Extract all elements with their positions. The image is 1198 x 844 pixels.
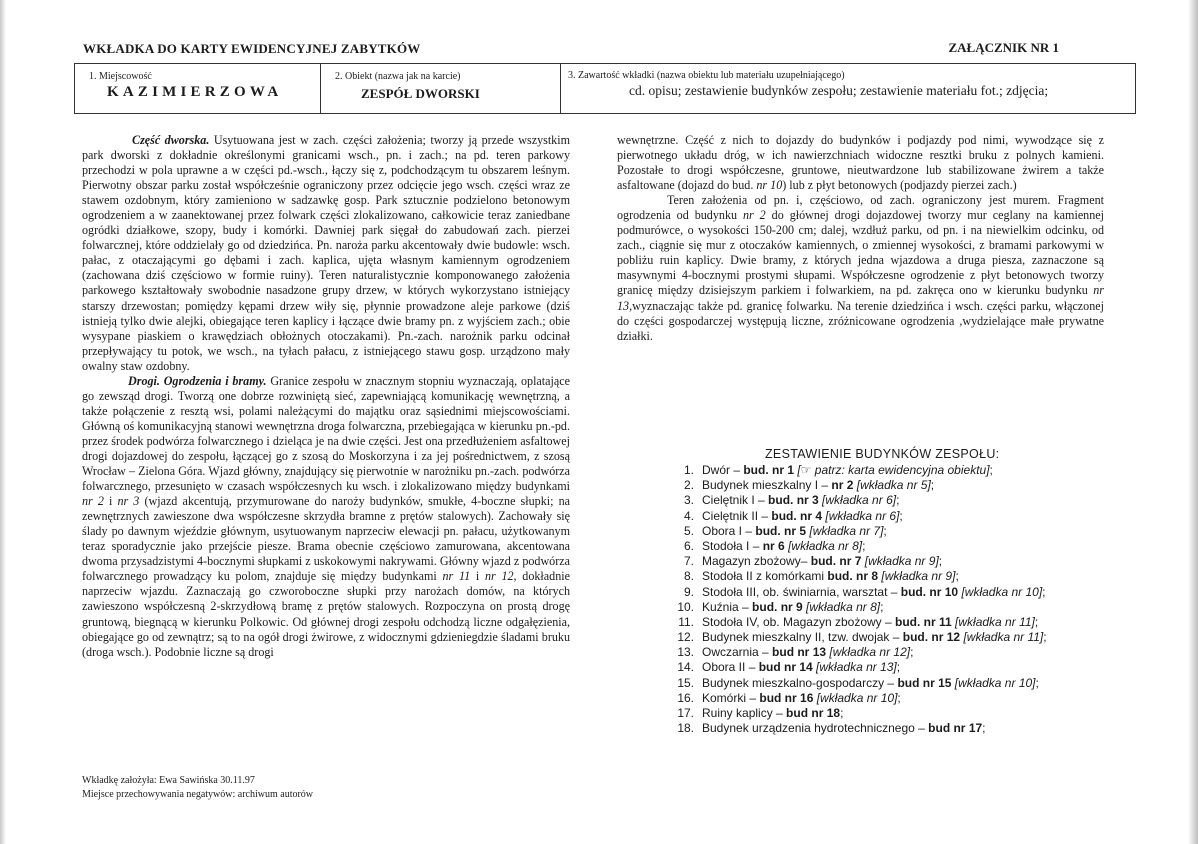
building-note: [wkładka nr 10] xyxy=(958,584,1043,599)
building-end: ; xyxy=(899,508,903,523)
building-item xyxy=(660,600,1047,615)
building-name: Budynek mieszkalny II, tzw. dwojak – xyxy=(702,630,903,645)
building-name: Stodoła IV, ob. Magazyn zbożowy – xyxy=(702,614,896,629)
building-end: ; xyxy=(910,645,914,660)
building-note: [wkładka nr 11] xyxy=(960,630,1044,645)
ref-nr3: nr 3 xyxy=(117,494,140,509)
footer-storage: Miejsce przechowywania negatywów: archiwum autorów xyxy=(82,788,314,800)
roads-text-c: , dokładnie naprzeciw wjazdu. Zaznaczają go czworoboczne słupki przy narożach domów, na których zawieszono współczesną 2-skrzydłową bramę z prętów stalowych. Rozpoczyna on prostą drogę gruntową, biegnącą w kierunku Polkowic. Od głównej drogi zespołu odchodzą liczne odgałęzienia, obiegające go od zewnątrz; są to na ogół drogi żwirowe, z widocznymi gdzieniegdzie śladami bruku (droga wsch.). Podobnie liczne są drogi xyxy=(82,569,570,659)
building-ref: bud. nr 9 xyxy=(752,599,803,614)
building-note: [wkładka nr 9] xyxy=(878,569,956,584)
form-fields-box xyxy=(74,63,1136,114)
building-name: Komórki – xyxy=(702,690,760,705)
building-number: 4. xyxy=(683,508,694,523)
building-item xyxy=(660,630,1047,645)
building-item xyxy=(660,554,1047,569)
buildings-list xyxy=(660,463,1047,736)
building-name: Stodoła I – xyxy=(702,538,763,553)
building-note: [wkładka nr 5] xyxy=(853,478,931,493)
building-end: ; xyxy=(982,721,986,736)
building-note: [wkładka nr 6] xyxy=(822,508,900,523)
building-end: ; xyxy=(1035,675,1039,690)
building-note: [wkładka nr 9] xyxy=(861,554,939,569)
ref-wall-nr2: nr 2 xyxy=(742,208,766,223)
building-name: Cielętnik I – xyxy=(702,493,769,508)
left-column xyxy=(82,133,570,660)
building-number: 8. xyxy=(683,569,694,584)
building-number: 14. xyxy=(677,660,694,675)
paragraph-manor-part xyxy=(82,133,570,374)
ref-nr11: nr 11 xyxy=(442,569,471,584)
building-number: 3. xyxy=(683,493,694,508)
scan-edge-right xyxy=(1188,0,1198,844)
content-value: cd. opisu; zestawienie budynków zespołu; zestawienie materiału fot.; zdjęcia; xyxy=(629,83,1049,98)
form-title: WKŁADKA DO KARTY EWIDENCYJNEJ ZABYTKÓW xyxy=(83,41,421,56)
place-value: KAZIMIERZOWA xyxy=(107,84,283,100)
building-note: [☞ patrz: karta ewidencyjna obiektu] xyxy=(794,463,990,477)
right-column xyxy=(617,133,1104,344)
building-item xyxy=(660,524,1047,539)
building-end: ; xyxy=(897,690,901,705)
building-item xyxy=(660,463,1047,478)
building-end: ; xyxy=(896,493,900,508)
content-cell xyxy=(561,64,1135,113)
roads-and-2: i xyxy=(470,569,485,584)
roads-text-a: Granice zespołu w znacznym stopniu wyznaczają, oplatające go zewsząd drogi. Tworzą one dobrze rozwiniętą sieć, zapewniającą komunikację wewnętrzną, a także połączenie z resztą wsi, polami należącymi do majątku oraz sąsiednimi miejscowościami. Główną oś komunikacyjną stanowi wewnętrzna droga folwarczna, przebiegająca w kierunku pn.-pd. przez środek podwórza folwarcznego i dzieląca je na dwie części. Jest ona przedłużeniem asfaltowej drogi dojazdowej do zespołu, łączącej go z szosą do Moskorzyna i za jej pośrednictwem, z szosą Wrocław – Zielona Góra. Wjazd główny, znajdujący się pierwotnie w narożniku pn.-zach. podwórza folwarcznego, przesunięto w czasach współczesnych ku wsch. i zlokalizowano między budynkami xyxy=(82,373,570,494)
building-end: ; xyxy=(840,706,844,720)
building-item xyxy=(660,676,1047,691)
building-note: [wkładka nr 6] xyxy=(818,493,897,508)
building-ref: bud nr 14 xyxy=(758,660,813,675)
building-ref: bud nr 18 xyxy=(786,706,841,720)
building-note: [wkładka nr 12] xyxy=(826,645,911,660)
ref-nr12: nr 12 xyxy=(484,569,514,584)
building-ref: nr 2 xyxy=(831,478,854,493)
building-number: 7. xyxy=(683,554,694,569)
building-number: 1. xyxy=(683,463,694,477)
building-end: ; xyxy=(938,554,943,569)
building-name: Owczarnia – xyxy=(702,645,773,660)
building-item xyxy=(660,721,1047,736)
building-number: 18. xyxy=(677,721,694,736)
paragraph-roads xyxy=(82,374,570,660)
building-item xyxy=(660,569,1047,584)
buildings-list-title: ZESTAWIENIE BUDYNKÓW ZESPOŁU: xyxy=(765,447,1000,461)
place-cell xyxy=(75,64,321,113)
building-note: [wkładka nr 13] xyxy=(812,660,897,675)
building-ref: bud nr 16 xyxy=(759,690,814,705)
building-item xyxy=(660,660,1047,675)
building-end: ; xyxy=(930,478,935,493)
object-label: 2. Obiekt (nazwa jak na karcie) xyxy=(335,71,461,82)
building-ref: bud. nr 5 xyxy=(755,523,807,538)
building-item xyxy=(660,645,1047,660)
building-number: 2. xyxy=(683,478,694,493)
building-end: ; xyxy=(1043,630,1047,645)
building-number: 5. xyxy=(683,523,694,538)
building-item xyxy=(660,706,1047,721)
building-ref: nr 6 xyxy=(762,538,785,553)
building-name: Stodoła II z komórkami xyxy=(702,569,828,584)
building-ref: bud. nr 12 xyxy=(902,630,961,645)
building-number: 16. xyxy=(677,690,694,705)
building-number: 17. xyxy=(677,706,694,720)
ref-nr2: nr 2 xyxy=(82,494,104,509)
ref-nr10: nr 10 xyxy=(756,178,783,193)
building-ref: bud. nr 11 xyxy=(895,614,952,629)
paragraph-walls xyxy=(617,193,1104,343)
building-item xyxy=(660,585,1047,600)
building-number: 10. xyxy=(677,599,694,614)
internal-roads-b: ) lub z płyt betonowych (podjazdy pierzei zach.) xyxy=(782,178,1017,193)
building-item xyxy=(660,691,1047,706)
building-ref: bud. nr 8 xyxy=(827,569,879,584)
object-cell xyxy=(321,64,561,113)
building-name: Cielętnik II – xyxy=(702,508,772,523)
building-name: Magazyn zbożowy– xyxy=(702,554,811,569)
building-item xyxy=(660,615,1047,630)
ref-nr13: nr 13 xyxy=(617,283,1104,313)
building-note: [wkładka nr 10] xyxy=(951,675,1036,690)
building-name: Budynek mieszkalno-gospodarczy – xyxy=(702,675,898,690)
building-number: 11. xyxy=(678,614,694,629)
building-ref: bud. nr 1 xyxy=(743,463,795,477)
building-ref: bud. nr 4 xyxy=(771,508,823,523)
roads-text-b: (wjazd akcentują, przymurowane do naroży budynków, smukłe, 4-boczne słupki; na zewnętrznych zawieszone dwa współczesne skrzydła bramne z prętów stalowych). Zachowały się ślady po dawnym wjeździe głównym, usytuowanym naprzeciw elewacji pn. pałacu, użytkowanym teraz sporadycznie jako przejście piesze. Brama obecnie częściowo zamurowana, akcentowana dwoma przysadzistymi 4-bocznymi słupkami z uskokowymi nakrywami. Główny wjazd z podwórza folwarcznego prowadzący ku polom, znajduje się między budynkami xyxy=(82,494,570,584)
scan-edge-left xyxy=(0,0,6,844)
building-name: Budynek mieszkalny I – xyxy=(702,478,832,493)
building-item xyxy=(660,509,1047,524)
building-item xyxy=(660,493,1047,508)
building-note: [wkładka nr 10] xyxy=(813,690,898,705)
object-value: ZESPÓŁ DWORSKI xyxy=(361,86,480,101)
manor-part-text: Usytuowana jest w zach. części założenia; tworzy ją przede wszystkim park dworski z dokładnie określonymi granicami wsch., pn. i zach.; na pd. teren parkowy przechodzi w pola uprawne a w części pd.-wsch., łączy się z, podchodzącym tu obszarem leśnym. Pierwotny obszar parku został współcześnie ograniczony przez odcięcie jego wsch. części wraz ze stawem ozdobnym, który zamieniono w sadzawkę gosp. Park sztucznie podzielono betonowym ogrodzeniem a w zaanektowanej przez folwark części zlokalizowano, całkowicie teraz zaniedbane ogródki działkowe, szopy, budy i komórki. Dawniej park sięgał do zabudowań zach. pierzei folwarcznej, które oddzielały go od dziedzińca. Pn. naroża parku akcentowały dwie budowle: wsch. pałac, z otaczającymi go dębami i zach. kaplica, ujęta własnym kamiennym ogrodzeniem (zachowana dziś częściowo w formie ruiny). Teren naturalistycznie komponowanego założenia parkowego kształtowały swobodnie nasadzone grupy drzew, w których wykorzystano istniejący starszy drzewostan; pomiędzy kępami drzew wiły się, płynnie prowadzone aleje parkowe (dziś istnieją tylko dwie alejki, obiegające teren kaplicy i łączące dwie bramy pn. z wyjściem zach.; obie wysypane piaskiem o krawędziach obłożnych otoczakami). Pn.-zach. narożnik parku odcinał przepływający tu potok, we wsch., na tyłach pałacu, z istniejącego stawu gosp. urządzono mały owalny staw ozdobny. xyxy=(82,133,570,373)
building-end: ; xyxy=(955,569,959,584)
building-item xyxy=(660,478,1047,493)
building-ref: bud. nr 7 xyxy=(810,554,862,569)
internal-roads-a: wewnętrzne. Część z nich to dojazdy do budynków i podjazdy pod nimi, wywodzące się z pierwotnego układu dróg, w ich nawierzchniach widoczne resztki bruku z polnych kamieni. Pozostałe to drogi współczesne, gruntowe, nieutwardzone lub stabilizowane żwirem a także asfaltowane (dojazd do bud. xyxy=(617,133,1104,193)
paragraph-internal-roads xyxy=(617,133,1104,193)
building-number: 15. xyxy=(677,675,694,690)
building-ref: bud nr 17 xyxy=(928,721,983,736)
content-label: 3. Zawartość wkładki (nazwa obiektu lub materiału uzupełniającego) xyxy=(568,70,845,81)
building-end: ; xyxy=(883,523,887,538)
building-name: Obora I – xyxy=(702,523,756,538)
walls-c: ,wyznaczając także pd. granicę folwarku. Na terenie dziedzińca i wsch. części parku, włączonej do części gospodarczej występują liczne, zróżnicowane ogrodzenia ,wydzielające małe prywatne działki. xyxy=(617,298,1104,343)
building-note: [wkładka nr 8] xyxy=(802,599,881,614)
building-note: [wkładka nr 8] xyxy=(784,538,863,553)
building-item xyxy=(660,539,1047,554)
building-ref: bud nr 15 xyxy=(897,675,952,690)
building-name: Ruiny kaplicy – xyxy=(702,706,787,720)
building-end: ; xyxy=(862,538,866,553)
building-end: ; xyxy=(1042,584,1046,599)
building-number: 12. xyxy=(677,630,694,645)
building-note: [wkładka nr 11] xyxy=(951,614,1035,629)
building-ref: bud nr 13 xyxy=(772,645,827,660)
building-name: Kuźnia – xyxy=(702,599,753,614)
building-end: ; xyxy=(880,599,884,614)
building-end: ; xyxy=(1034,614,1039,629)
building-name: Dwór – xyxy=(702,463,744,477)
footer-author: Wkładkę założyła: Ewa Sawińska 30.11.97 xyxy=(82,775,255,786)
building-number: 13. xyxy=(677,645,694,660)
walls-a: Teren założenia od pn. i, częściowo, od zach. ograniczony jest murem. Fragment ogrodzenia od budynku xyxy=(617,193,1104,223)
building-end: ; xyxy=(989,463,993,477)
building-note: [wkładka nr 7] xyxy=(806,523,884,538)
building-name: Obora II – xyxy=(702,660,759,675)
building-name: Budynek urządzenia hydrotechnicznego – xyxy=(702,721,929,736)
heading-manor-part: Część dworska. xyxy=(132,133,210,147)
building-number: 6. xyxy=(683,538,694,553)
building-number: 9. xyxy=(683,584,694,599)
building-name: Stodoła III, ob. świniarnia, warsztat – xyxy=(702,584,901,599)
roads-and: i xyxy=(103,494,118,509)
building-end: ; xyxy=(896,660,901,675)
place-label: 1. Miejscowość xyxy=(89,71,152,82)
heading-roads: Drogi. Ogrodzenia i bramy. xyxy=(128,373,267,388)
attachment-number: ZAŁĄCZNIK NR 1 xyxy=(948,40,1059,55)
footer xyxy=(82,774,313,801)
walls-b: do głównej drogi dojazdowej tworzy mur ceglany na kamiennej podmurówce, o wysokości 150-200 cm; dalej, wzdłuż parku, od pn. i na niewielkim odcinku, od zach., ciągnie się mur z otoczaków kamiennych, o zmiennej wysokości, z bramami parkowymi w pobliżu ruin kaplicy. Dwie bramy, z których jedna wjazdowa a druga piesza, zaznaczone są masywnymi 4-bocznymi prostymi słupami. Współczesne ogrodzenie z płyt betonowych tworzy granicę między dzisiejszym parkiem i folwarkiem, na pd. zakręca ono w kierunku budynku xyxy=(617,208,1105,298)
building-ref: bud. nr 3 xyxy=(768,493,819,508)
building-ref: bud. nr 10 xyxy=(900,584,959,599)
